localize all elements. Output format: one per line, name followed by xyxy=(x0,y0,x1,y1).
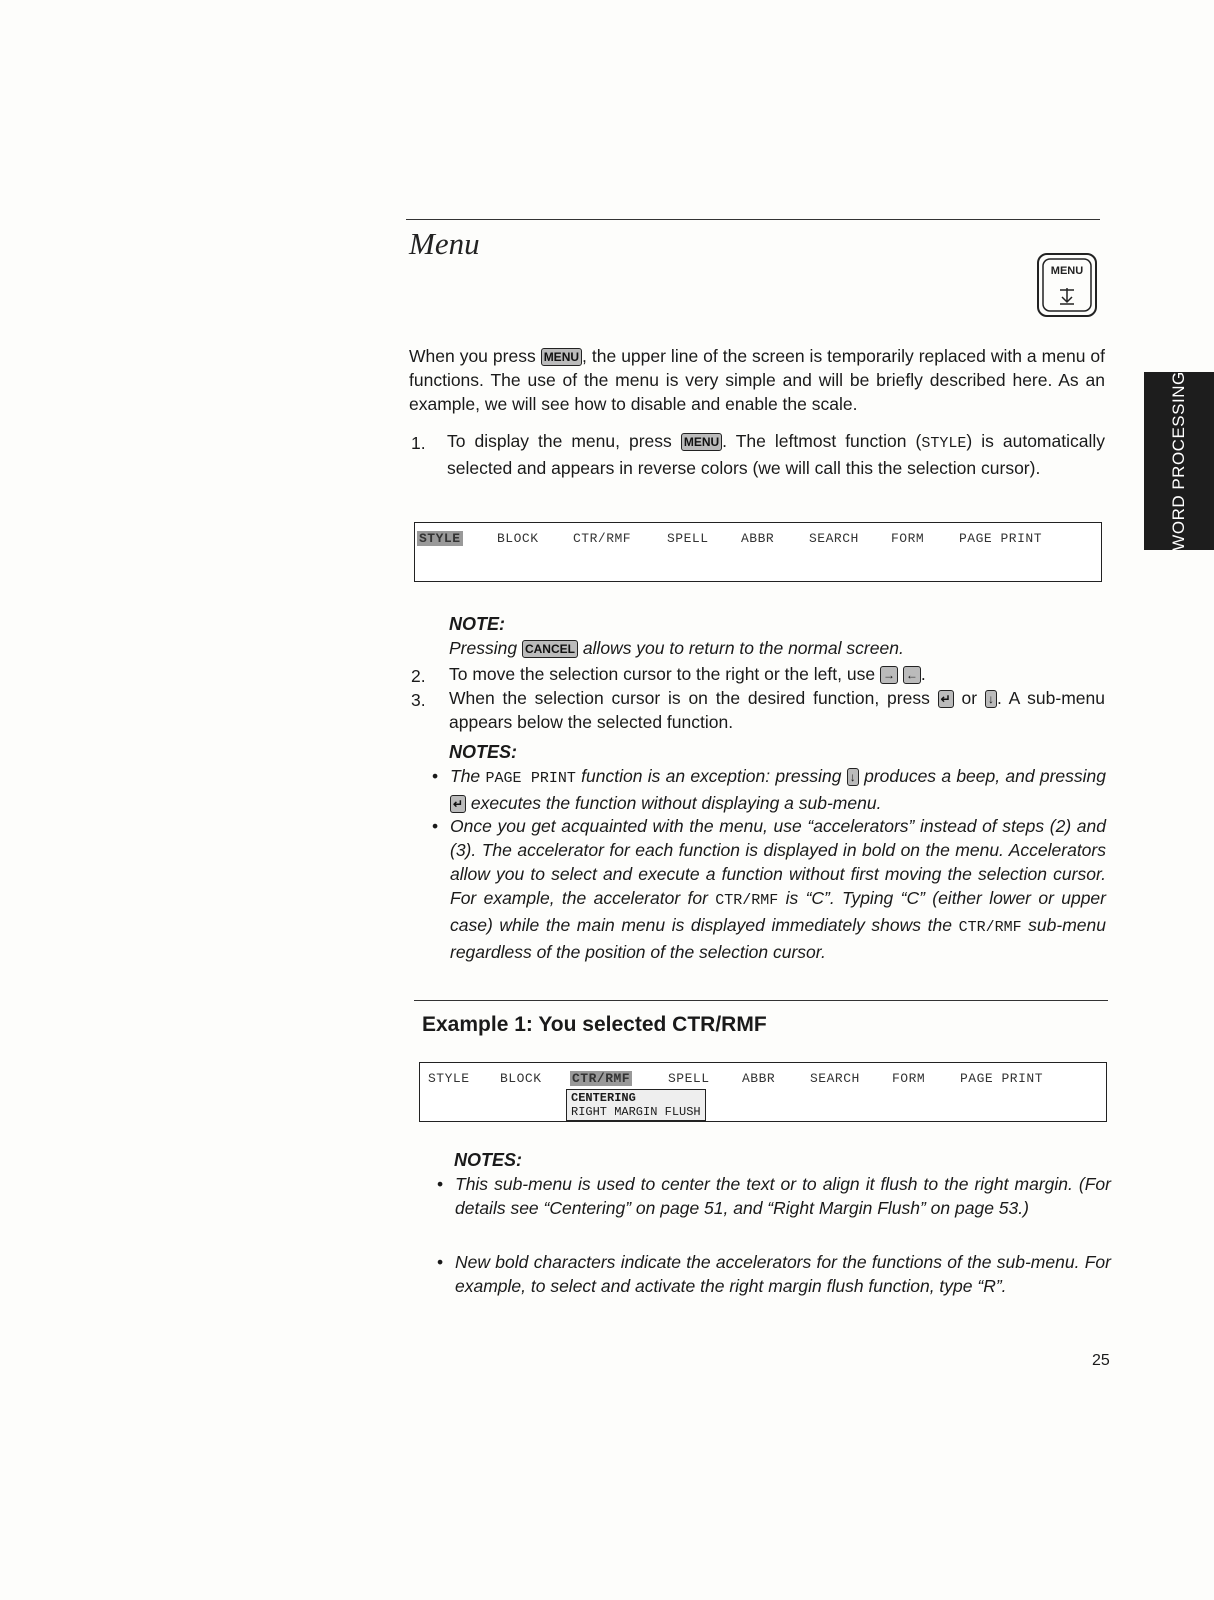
menu-item-spell: SPELL xyxy=(667,531,709,546)
notes-heading: NOTES: xyxy=(449,742,518,762)
notes-heading-2: NOTES: xyxy=(454,1150,523,1170)
notes2-bullet-2: • New bold characters indicate the accelerators for the functions of the sub-menu. For example, to select and activate the right margin flush function, type “R”. xyxy=(437,1252,1111,1296)
ctr-rmf-submenu xyxy=(566,1089,706,1121)
menu-item-abbr: ABBR xyxy=(742,1071,776,1086)
step-2-text: To move the selection cursor to the right or the left, use → ← . xyxy=(449,664,926,684)
section-tab xyxy=(1144,372,1214,550)
menu-item-block: BLOCK xyxy=(497,531,539,546)
cancel-key: CANCEL xyxy=(522,640,578,658)
example-rule xyxy=(414,1000,1108,1001)
menu-item-page-print: PAGE PRINT xyxy=(960,1071,1044,1086)
menu-key-label: MENU xyxy=(1050,265,1084,277)
step-3-number: 3. xyxy=(411,690,426,710)
step-3-text: When the selection cursor is on the desired function, press ↵ or ↓ . A sub-menu appears below the selected function. xyxy=(449,688,1105,732)
submenu-item-right-margin-flush: RIGHT MARGIN FLUSH xyxy=(571,1105,701,1119)
notes-bullet-1: • The PAGE PRINT function is an exception: pressing ↓ produces a beep, and pressing ↵ executes the function without displaying a sub-menu. xyxy=(432,766,1106,813)
bullet-icon: • xyxy=(437,1252,444,1272)
menu-item-ctr-rmf: CTR/RMF xyxy=(572,1071,631,1086)
down-arrow-key: ↓ xyxy=(847,768,859,786)
menu-item-form: FORM xyxy=(892,1071,926,1086)
left-arrow-key: ← xyxy=(903,666,921,684)
menu-item-block: BLOCK xyxy=(500,1071,542,1086)
menu-item-page-print: PAGE PRINT xyxy=(959,531,1043,546)
step-1-number: 1. xyxy=(411,433,426,453)
step-1-text: To display the menu, press MENU . The leftmost function (STYLE) is automatically selected and appears in reverse colors (we will call this the selection cursor). xyxy=(447,431,1105,478)
menu-item-style: STYLE xyxy=(428,1071,470,1086)
note-text: Pressing CANCEL allows you to return to the normal screen. xyxy=(449,638,904,658)
menu-item-ctr-rmf: CTR/RMF xyxy=(573,531,632,546)
menu-item-abbr: ABBR xyxy=(741,531,775,546)
title-rule xyxy=(406,219,1100,220)
note-heading: NOTE: xyxy=(449,614,505,634)
enter-key: ↵ xyxy=(938,690,954,708)
page-number: 25 xyxy=(1092,1352,1110,1369)
menu-item-search: SEARCH xyxy=(809,531,859,546)
menu-screen-2 xyxy=(419,1062,1107,1122)
notes2-bullet-1: • This sub-menu is used to center the text or to align it flush to the right margin. (For details see “Centering” on page 51, and “Right Margin Flush” on page 53.) xyxy=(437,1174,1111,1218)
menu-item-spell: SPELL xyxy=(668,1071,710,1086)
submenu-item-centering: CENTERING xyxy=(571,1091,636,1105)
menu-key: MENU xyxy=(541,348,582,366)
bullet-icon: • xyxy=(437,1174,444,1194)
example-title: Example 1: You selected CTR/RMF xyxy=(422,1013,767,1036)
page-title: Menu xyxy=(409,226,480,261)
step-2-number: 2. xyxy=(411,666,426,686)
right-arrow-key: → xyxy=(880,666,898,684)
down-arrow-key: ↓ xyxy=(985,690,997,708)
menu-key: MENU xyxy=(681,433,722,451)
enter-key: ↵ xyxy=(450,795,466,813)
menu-screen-1 xyxy=(414,522,1102,582)
intro-paragraph: When you press MENU , the upper line of the screen is temporarily replaced with a menu of functions. The use of the menu is very simple and will be briefly described here. As an example, we will see how to disable and enable the scale. xyxy=(409,346,1106,414)
section-tab-label: WORD PROCESSING xyxy=(1169,371,1188,551)
menu-item-style: STYLE xyxy=(419,531,461,546)
notes-bullet-2: • Once you get acquainted with the menu, use “accelerators” instead of steps (2) and (3). The accelerator for each function is displayed in bold on the menu. Accelerators allow you to select and execute a function without first moving the selection cursor. For example, the accelerator for CTR/RMF is “C”. Typing “C” (either lower or upper case) while the main menu is displayed immediately shows the CTR/RMF sub-menu regardless of the position of the selection cursor. xyxy=(432,816,1106,962)
bullet-icon: • xyxy=(432,766,439,786)
bullet-icon: • xyxy=(432,816,439,836)
menu-key-icon xyxy=(1036,252,1098,318)
menu-item-search: SEARCH xyxy=(810,1071,860,1086)
menu-item-form: FORM xyxy=(891,531,925,546)
